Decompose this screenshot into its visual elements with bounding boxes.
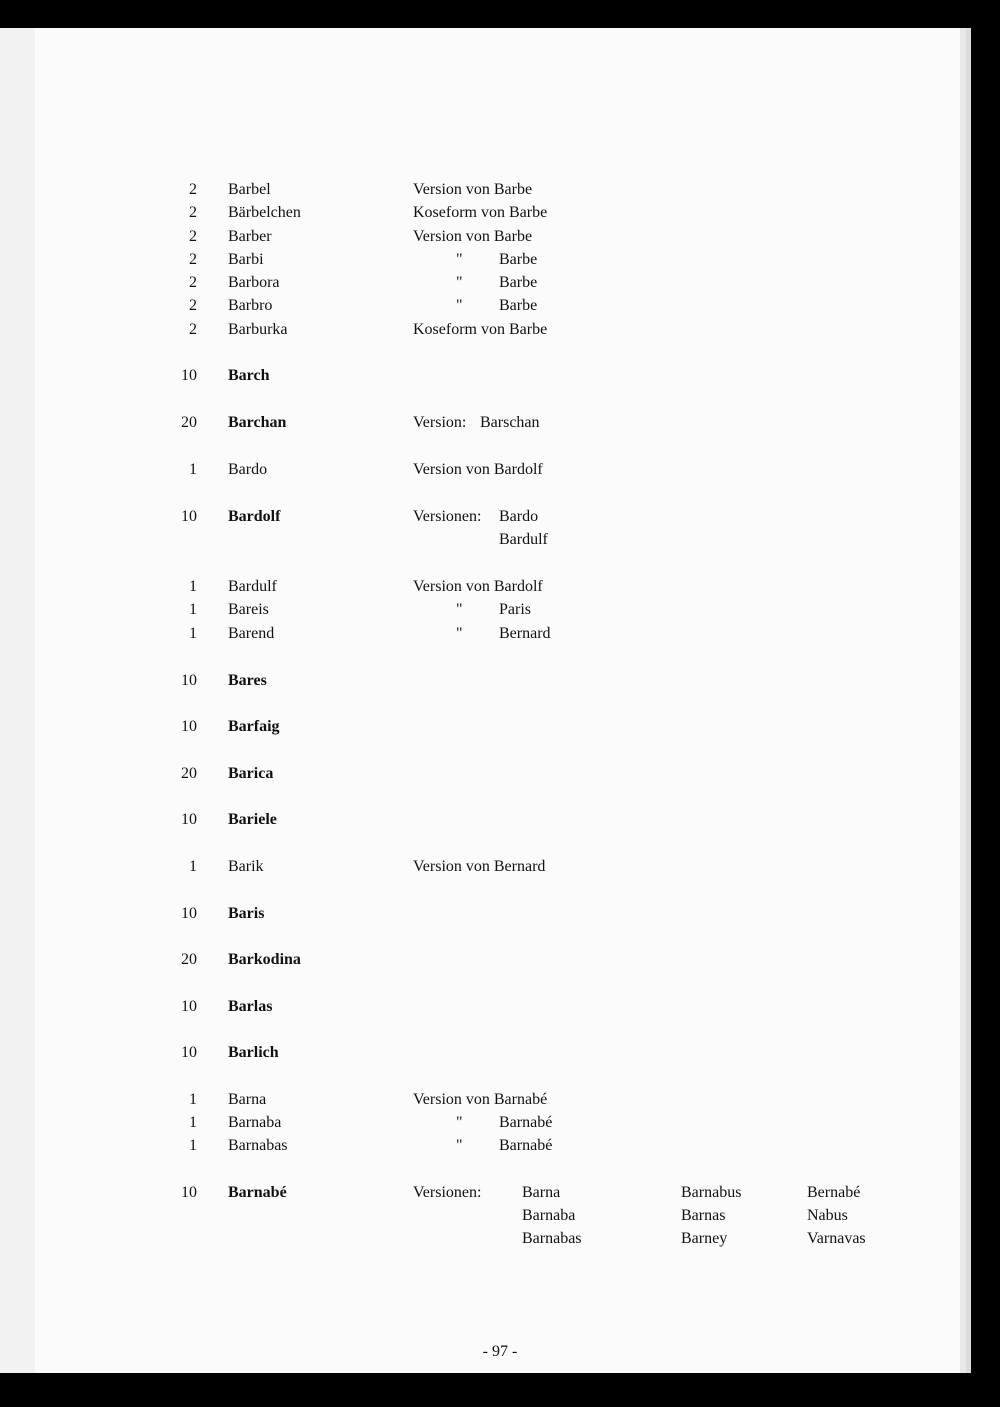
entry-description: Version von Bardolf (413, 578, 543, 595)
frequency-number: 1 (189, 858, 197, 875)
frequency-number: 2 (189, 204, 197, 221)
frequency-number: 10 (181, 1044, 197, 1061)
entry-name: Bardolf (228, 508, 281, 525)
frequency-number: 10 (181, 672, 197, 689)
name-entry (0, 1204, 1000, 1228)
name-entry (0, 1227, 1000, 1251)
frequency-number: 2 (189, 228, 197, 245)
referenced-name: Bernard (499, 625, 551, 642)
entry-name: Bareis (228, 601, 269, 618)
referenced-name: Barschan (480, 414, 540, 431)
frequency-number: 2 (189, 297, 197, 314)
entry-name: Barica (228, 765, 274, 782)
entry-name: Barbro (228, 297, 273, 314)
ditto-mark: " (456, 601, 463, 618)
name-entry (0, 225, 1000, 249)
frequency-number: 10 (181, 508, 197, 525)
entry-name: Barch (228, 367, 270, 384)
entry-name: Bärbelchen (228, 204, 301, 221)
frequency-number: 1 (189, 1114, 197, 1131)
name-entry (0, 622, 1000, 646)
ditto-mark: " (456, 251, 463, 268)
ditto-mark: " (456, 625, 463, 642)
name-entry (0, 411, 1000, 435)
referenced-name: Barbe (499, 251, 538, 268)
version-name: Barnabus (681, 1184, 742, 1201)
entry-name: Barbel (228, 181, 271, 198)
version-name: Nabus (807, 1207, 848, 1224)
name-entry (0, 575, 1000, 599)
name-entry (0, 855, 1000, 879)
frequency-number: 1 (189, 625, 197, 642)
frequency-number: 10 (181, 718, 197, 735)
entry-name: Barkodina (228, 951, 301, 968)
name-entry (0, 715, 1000, 739)
ditto-mark: " (456, 1114, 463, 1131)
entry-name: Bares (228, 672, 267, 689)
name-entry (0, 248, 1000, 272)
version-name: Bernabé (807, 1184, 861, 1201)
frequency-number: 10 (181, 367, 197, 384)
entry-description: Version von Bardolf (413, 461, 543, 478)
version-name: Barney (681, 1230, 728, 1247)
referenced-name: Barbe (499, 297, 538, 314)
name-entry (0, 528, 1000, 552)
name-entry (0, 902, 1000, 926)
entry-name: Barburka (228, 321, 288, 338)
entry-name: Barlich (228, 1044, 279, 1061)
referenced-name: Bardulf (499, 531, 548, 548)
frequency-number: 1 (189, 601, 197, 618)
name-entry (0, 318, 1000, 342)
frequency-number: 2 (189, 181, 197, 198)
ditto-mark: " (456, 274, 463, 291)
entry-name: Barlas (228, 998, 273, 1015)
entry-name: Barchan (228, 414, 287, 431)
name-entry (0, 1181, 1000, 1205)
name-entry (0, 294, 1000, 318)
entry-name: Barnabas (228, 1137, 288, 1154)
frequency-number: 10 (181, 1184, 197, 1201)
entry-name: Barber (228, 228, 272, 245)
entry-name: Barend (228, 625, 275, 642)
name-entry (0, 669, 1000, 693)
entry-description: Koseform von Barbe (413, 204, 548, 221)
ditto-mark: " (456, 297, 463, 314)
entry-name: Barnabé (228, 1184, 287, 1201)
version-name: Barna (522, 1184, 561, 1201)
frequency-number: 2 (189, 251, 197, 268)
name-entry (0, 505, 1000, 529)
referenced-name: Barnabé (499, 1114, 553, 1131)
name-entry (0, 364, 1000, 388)
frequency-number: 10 (181, 998, 197, 1015)
name-entry (0, 201, 1000, 225)
name-entry (0, 1134, 1000, 1158)
entry-name: Barna (228, 1091, 267, 1108)
version-name: Barnabas (522, 1230, 582, 1247)
entry-name: Baris (228, 905, 265, 922)
version-name: Barnas (681, 1207, 726, 1224)
name-entry (0, 1111, 1000, 1135)
frequency-number: 2 (189, 274, 197, 291)
version-name: Barnaba (522, 1207, 576, 1224)
frequency-number: 10 (181, 811, 197, 828)
referenced-name: Barnabé (499, 1137, 553, 1154)
entry-name: Barfaig (228, 718, 280, 735)
frequency-number: 20 (181, 414, 197, 431)
frequency-number: 2 (189, 321, 197, 338)
entry-name: Bariele (228, 811, 277, 828)
version-name: Varnavas (807, 1230, 866, 1247)
frequency-number: 1 (189, 461, 197, 478)
entry-description: Version von Barnabé (413, 1091, 548, 1108)
page-number: - 97 - (482, 1343, 518, 1360)
frequency-number: 20 (181, 765, 197, 782)
entry-name: Barbora (228, 274, 280, 291)
entry-description: Version von Bernard (413, 858, 546, 875)
entry-description: Version von Barbe (413, 181, 533, 198)
entry-description: Versionen: (413, 508, 482, 525)
entry-description: Version: (413, 414, 467, 431)
ditto-mark: " (456, 1137, 463, 1154)
name-entry (0, 1041, 1000, 1065)
entry-name: Bardo (228, 461, 268, 478)
referenced-name: Barbe (499, 274, 538, 291)
name-entry (0, 762, 1000, 786)
name-entry (0, 458, 1000, 482)
name-entry (0, 808, 1000, 832)
entry-description: Versionen: (413, 1184, 482, 1201)
entry-name: Barik (228, 858, 264, 875)
name-entry (0, 995, 1000, 1019)
referenced-name: Bardo (499, 508, 539, 525)
frequency-number: 1 (189, 1137, 197, 1154)
entry-name: Barbi (228, 251, 264, 268)
name-entry (0, 598, 1000, 622)
name-entry (0, 178, 1000, 202)
referenced-name: Paris (499, 601, 531, 618)
entry-name: Bardulf (228, 578, 277, 595)
entry-name: Barnaba (228, 1114, 282, 1131)
name-entry (0, 948, 1000, 972)
frequency-number: 20 (181, 951, 197, 968)
entry-description: Version von Barbe (413, 228, 533, 245)
name-entry (0, 1088, 1000, 1112)
frequency-number: 1 (189, 1091, 197, 1108)
entry-description: Koseform von Barbe (413, 321, 548, 338)
name-entry (0, 271, 1000, 295)
frequency-number: 10 (181, 905, 197, 922)
frequency-number: 1 (189, 578, 197, 595)
